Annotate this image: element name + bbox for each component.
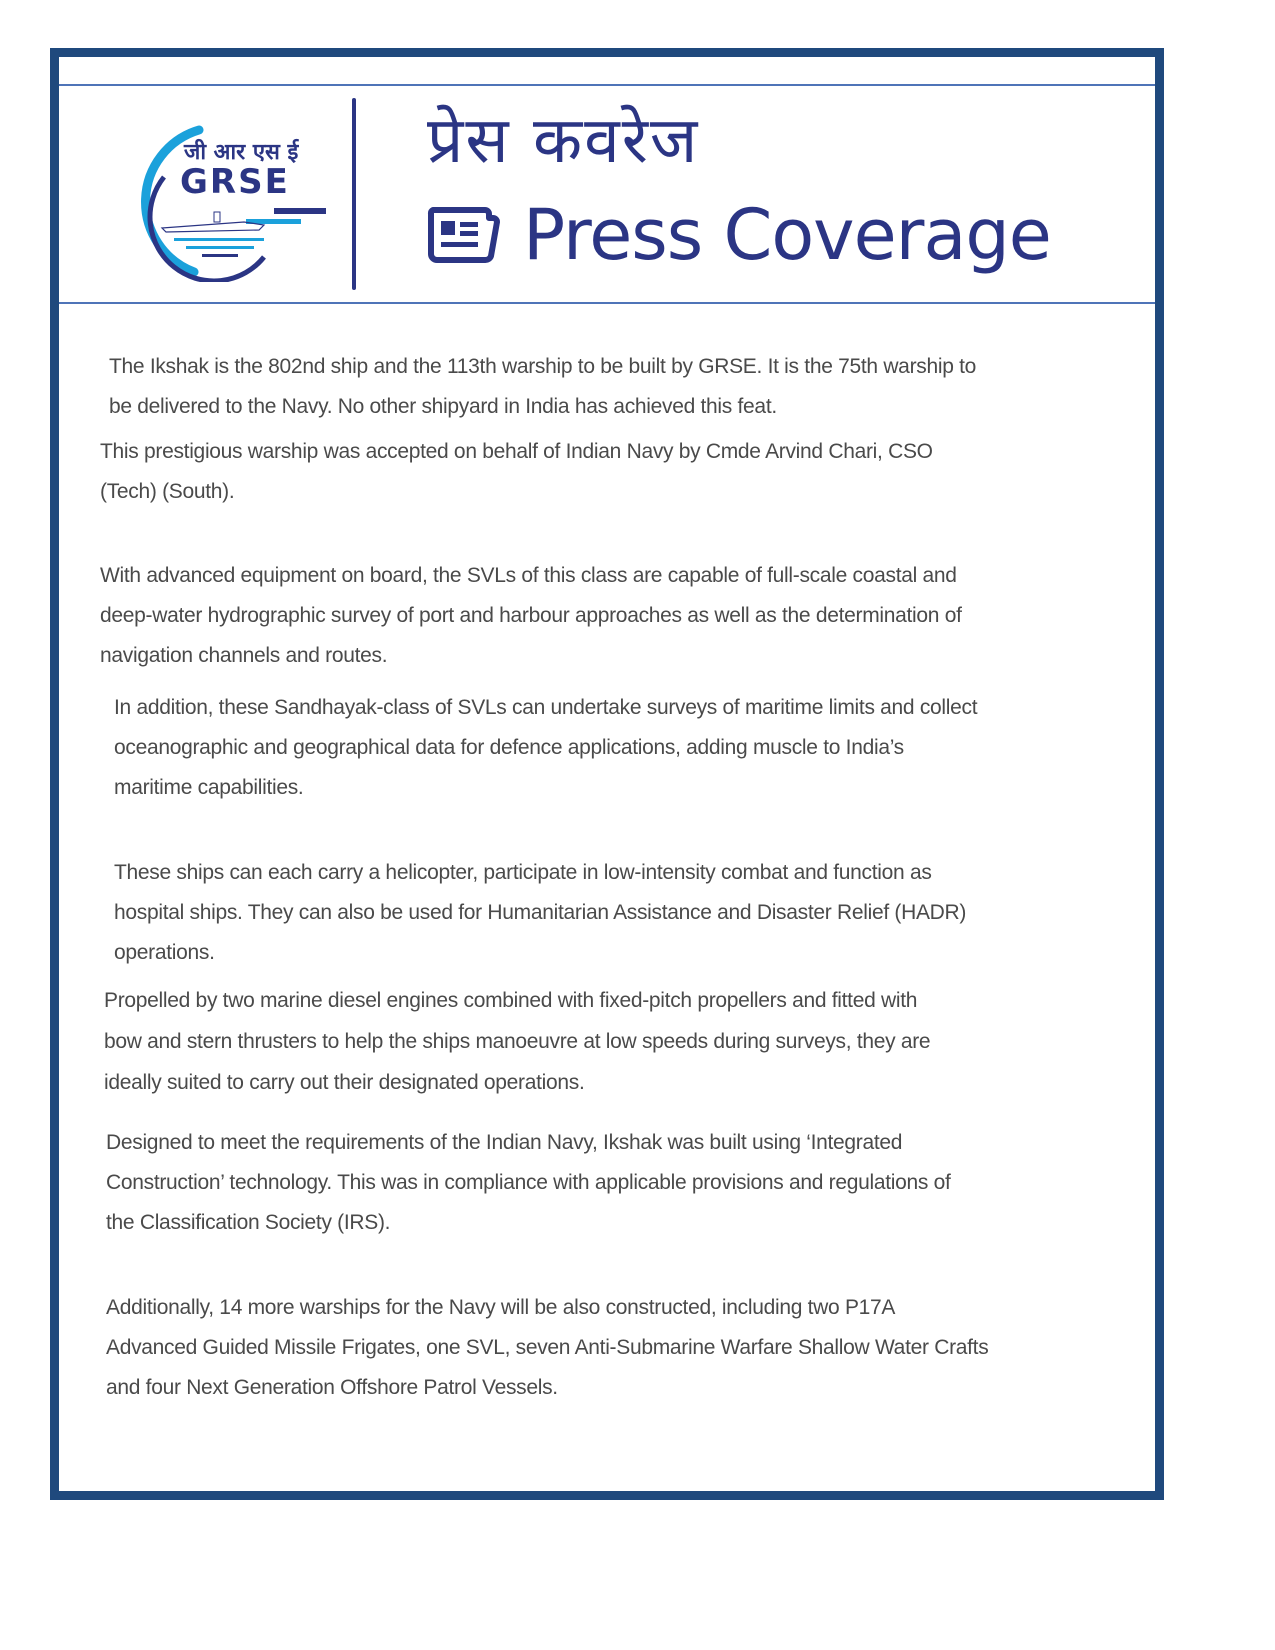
line: With advanced equipment on board, the SVLs of this class are capable of full-scale coastal and (100, 564, 957, 587)
line: navigation channels and routes. (100, 644, 388, 667)
header-bottom-rule (59, 302, 1155, 304)
line: ideally suited to carry out their designated operations. (104, 1071, 585, 1094)
line: Propelled by two marine diesel engines combined with fixed-pitch propellers and fitted with (104, 989, 918, 1012)
line: operations. (114, 941, 215, 964)
line: and four Next Generation Offshore Patrol Vessels. (106, 1376, 558, 1399)
paragraph-6 (104, 980, 930, 1103)
press-header (59, 86, 1155, 302)
header-divider (352, 98, 356, 290)
line: be delivered to the Navy. No other shipyard in India has achieved this feat. (109, 395, 777, 418)
line: hospital ships. They can also be used for Humanitarian Assistance and Disaster Relief (HADR) (114, 901, 967, 924)
title-english-row (427, 194, 1051, 276)
line: Additionally, 14 more warships for the Navy will be also constructed, including two P17A (106, 1296, 896, 1319)
paragraph-3 (100, 556, 962, 676)
grse-logo (124, 122, 349, 282)
paragraph-1 (109, 347, 976, 427)
logo-hindi-text: जी आर एस ई (184, 140, 299, 165)
line: This prestigious warship was accepted on behalf of Indian Navy by Cmde Arvind Chari, CSO (100, 440, 933, 463)
line: Advanced Guided Missile Frigates, one SVL, seven Anti-Submarine Warfare Shallow Water Crafts (106, 1336, 989, 1359)
newspaper-icon (427, 206, 501, 264)
title-hindi: प्रेस कवरेज (427, 104, 700, 178)
line: In addition, these Sandhayak-class of SVLs can undertake surveys of maritime limits and collect (114, 696, 978, 719)
title-english: Press Coverage (523, 194, 1051, 276)
paragraph-2 (100, 432, 933, 512)
line: The Ikshak is the 802nd ship and the 113th warship to be built by GRSE. It is the 75th warship to (109, 355, 977, 378)
line: oceanographic and geographical data for defence applications, adding muscle to India’s (114, 736, 904, 759)
line: maritime capabilities. (114, 776, 304, 799)
line: (Tech) (South). (100, 480, 235, 503)
line: deep-water hydrographic survey of port and harbour approaches as well as the determination of (100, 604, 962, 627)
logo-grse-text: GRSE (180, 162, 290, 202)
line: the Classification Society (IRS). (106, 1211, 391, 1234)
line: These ships can each carry a helicopter, participate in low-intensity combat and function as (114, 861, 932, 884)
paragraph-7 (106, 1123, 951, 1243)
line: Designed to meet the requirements of the Indian Navy, Ikshak was built using ‘Integrated (106, 1131, 903, 1154)
paragraph-5 (114, 853, 966, 973)
page-frame (50, 48, 1164, 1500)
line: bow and stern thrusters to help the ships manoeuvre at low speeds during surveys, they are (104, 1030, 931, 1053)
paragraph-8 (106, 1288, 988, 1408)
paragraph-4 (114, 688, 977, 808)
line: Construction’ technology. This was in compliance with applicable provisions and regulations of (106, 1171, 951, 1194)
